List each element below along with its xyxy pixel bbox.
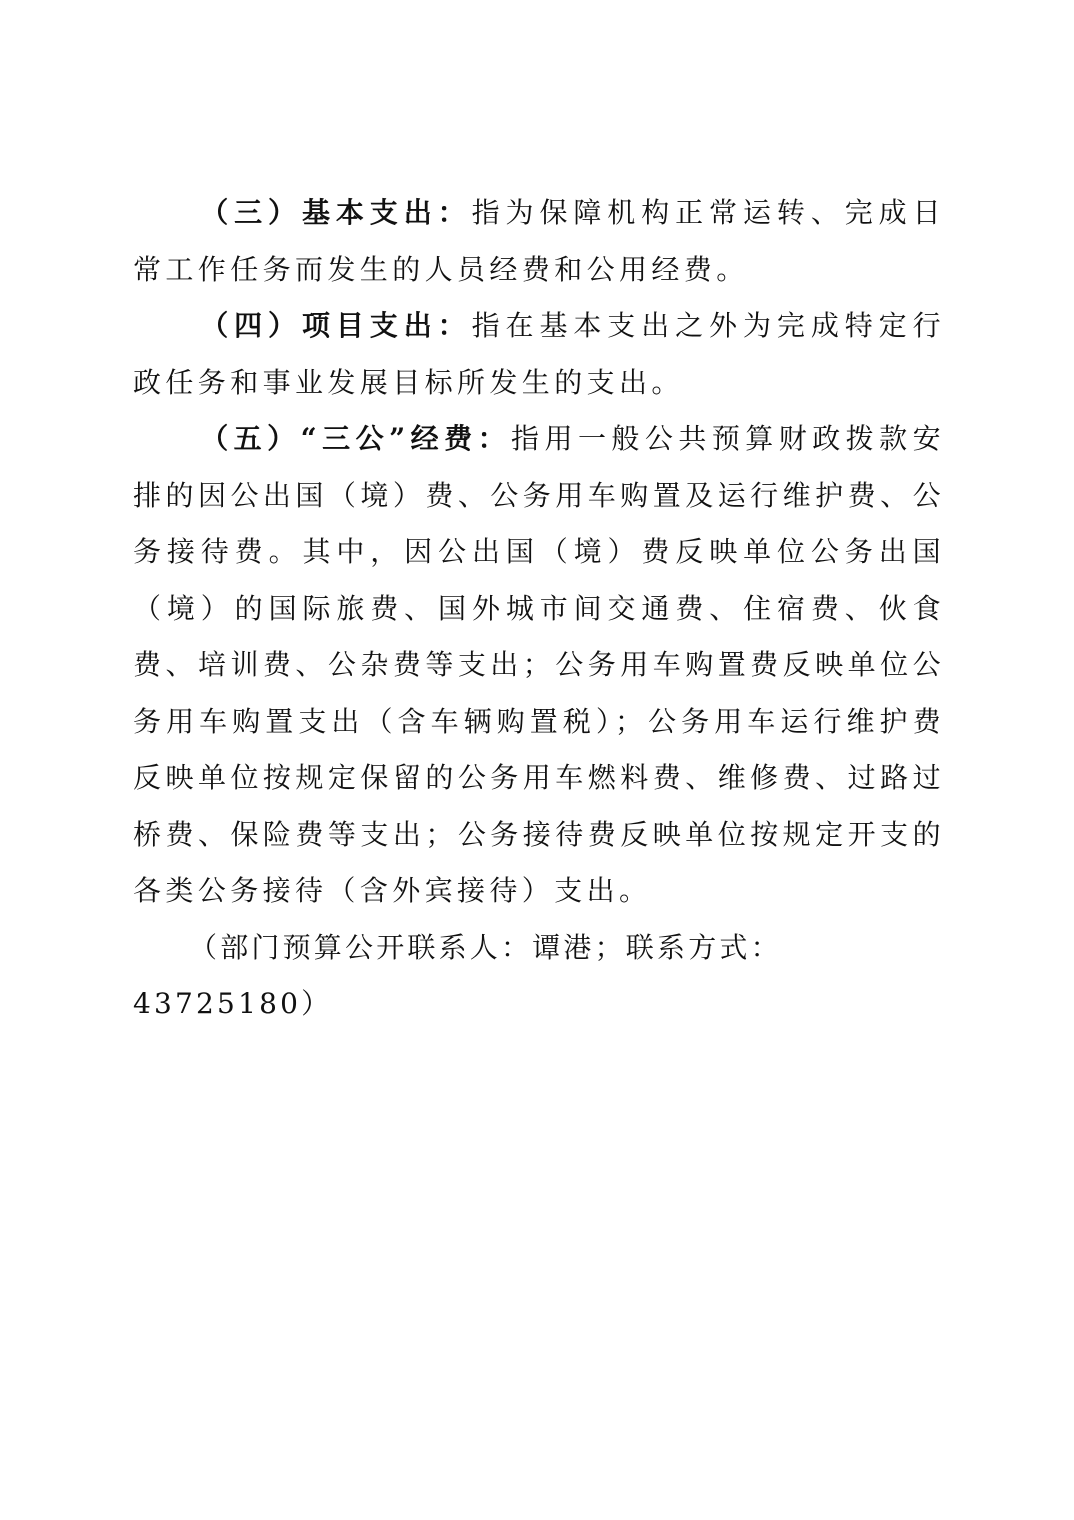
contact-line: （部门预算公开联系人：谭港；联系方式：43725180） xyxy=(133,930,782,1020)
paragraph-heading: （四）项目支出： xyxy=(200,309,472,342)
paragraph-text: 指在基本支出之外为完成特定行政任务和事业发展目标所发生的支出。 xyxy=(133,309,946,399)
paragraph-heading: （五）“三公”经费： xyxy=(200,422,512,455)
paragraph-heading: （三）基本支出： xyxy=(200,196,472,229)
paragraph-text: 指为保障机构正常运转、完成日常工作任务而发生的人员经费和公用经费。 xyxy=(133,196,946,286)
paragraph-project-expenditure xyxy=(133,298,945,411)
paragraph-three-public-expenses xyxy=(133,411,945,920)
document-body xyxy=(133,185,945,1033)
paragraph-text: 指用一般公共预算财政拨款安排的因公出国（境）费、公务用车购置及运行维护费、公务接待费。其中，因公出国（境）费反映单位公务出国（境）的国际旅费、国外城市间交通费、住宿费、伙食费、培训费、公杂费等支出；公务用车购置费反映单位公务用车购置支出（含车辆购置税）；公务用车运行维护费反映单位按规定保留的公务用车燃料费、维修费、过路过桥费、保险费等支出；公务接待费反映单位按规定开支的各类公务接待（含外宾接待）支出。 xyxy=(133,422,946,907)
paragraph-basic-expenditure xyxy=(133,185,945,298)
